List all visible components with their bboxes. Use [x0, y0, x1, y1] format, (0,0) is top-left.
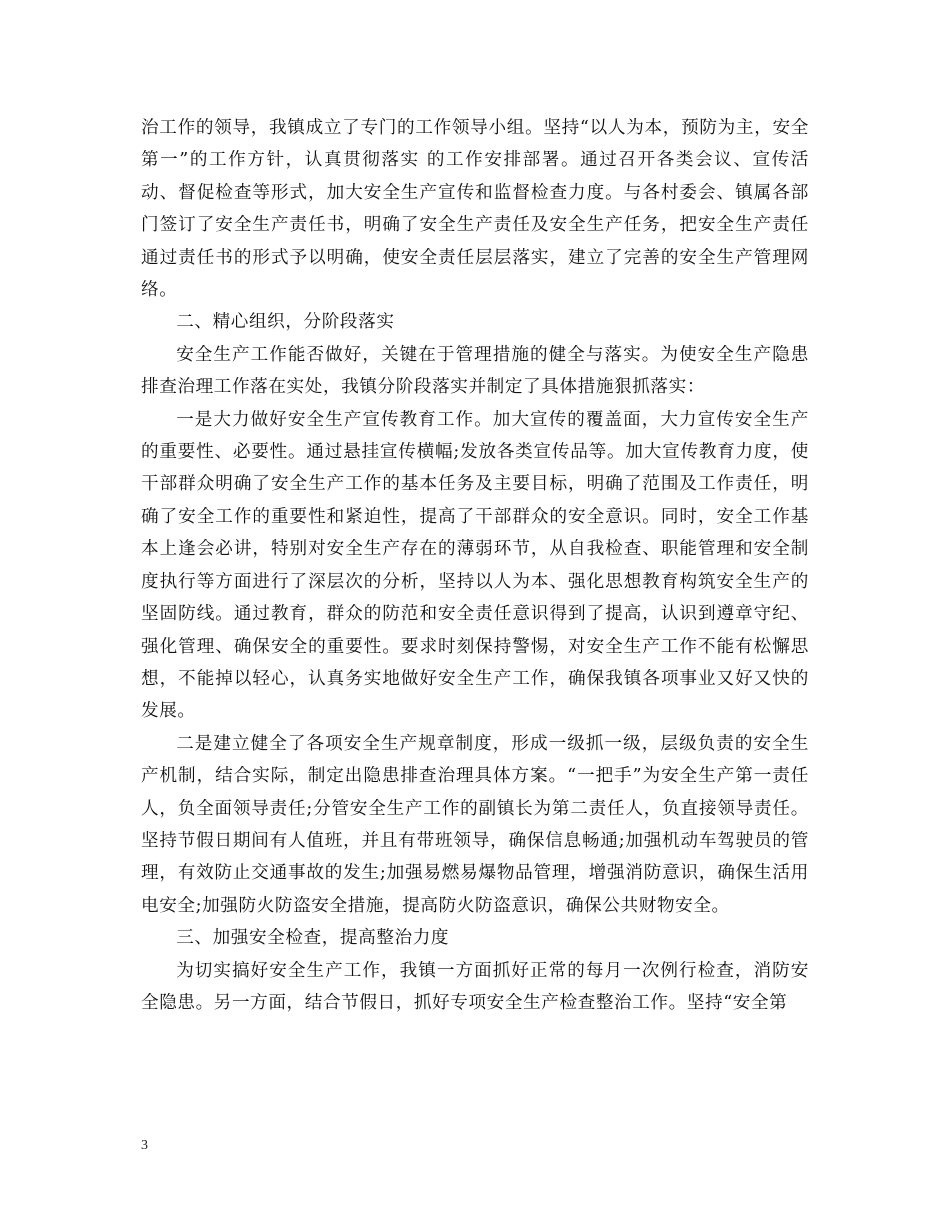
paragraph: 安全生产工作能否做好，关键在于管理措施的健全与落实。为使安全生产隐患排查治理工作落在实处，我镇分阶段落实并制定了具体措施狠抓落实：	[141, 344, 809, 398]
section-heading-3: 三、加强安全检查，提高整治力度	[176, 928, 450, 949]
page-number: 3	[141, 1138, 148, 1153]
paragraph-continuation: 治工作的领导，我镇成立了专门的工作领导小组。坚持“以人为本，预防为主，安全第一”的工作方针，认真贯彻落实 的工作安排部署。通过召开各类会议、宣传活动、督促检查等形式，加大安全生产宣传和监督检查力度。与各村委会、镇属各部门签订了安全生产责任书，明确了安全生产责任及安全生产任务，把安全生产责任通过责任书的形式予以明确，使安全责任层层落实，建立了完善的安全生产管理网络。	[141, 118, 809, 301]
body-text	[141, 112, 809, 1019]
paragraph: 一是大力做好安全生产宣传教育工作。加大宣传的覆盖面，大力宣传安全生产的重要性、必要性。通过悬挂宣传横幅;发放各类宣传品等。加大宣传教育力度，使干部群众明确了安全生产工作的基本任务及主要目标，明确了范围及工作责任，明确了安全工作的重要性和紧迫性，提高了干部群众的安全意识。同时，安全工作基本上逢会必讲，特别对安全生产存在的薄弱环节，从自我检查、职能管理和安全制度执行等方面进行了深层次的分析，坚持以人为本、强化思想教育构筑安全生产的坚固防线。通过教育，群众的防范和安全责任意识得到了提高，认识到遵章守纪、强化管理、确保安全的重要性。要求时刻保持警惕，对安全生产工作不能有松懈思想，不能掉以轻心，认真务实地做好安全生产工作，确保我镇各项事业又好又快的发展。	[141, 409, 809, 722]
section-heading-2: 二、精心组织，分阶段落实	[176, 312, 395, 333]
paragraph: 为切实搞好安全生产工作，我镇一方面抓好正常的每月一次例行检查，消防安全隐患。另一方面，结合节假日，抓好专项安全生产检查整治工作。坚持“安全第	[141, 960, 809, 1013]
paragraph: 二是建立健全了各项安全生产规章制度，形成一级抓一级，层级负责的安全生产机制，结合实际，制定出隐患排查治理具体方案。“一把手”为安全生产第一责任人，负全面领导责任;分管安全生产工作的副镇长为第二责任人，负直接领导责任。坚持节假日期间有人值班，并且有带班领导，确保信息畅通;加强机动车驾驶员的管理，有效防止交通事故的发生;加强易燃易爆物品管理，增强消防意识，确保生活用电安全;加强防火防盗安全措施，提高防火防盗意识，确保公共财物安全。	[141, 733, 809, 916]
